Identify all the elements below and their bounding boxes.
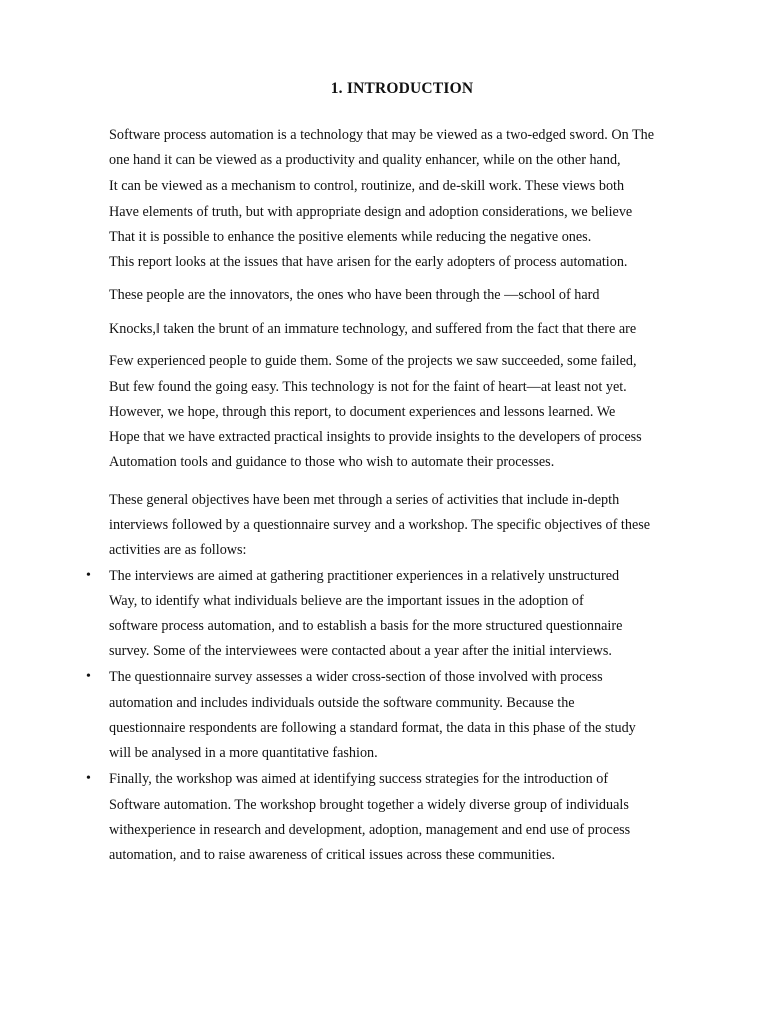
- text-line: interviews followed by a questionnaire survey and a workshop. The specific objectives of these: [109, 517, 651, 533]
- text-line: Hope that we have extracted practical insights to provide insights to the developers of process: [109, 429, 642, 445]
- text-line: Few experienced people to guide them. Some of the projects we saw succeeded, some failed,: [109, 353, 637, 369]
- text-line: That it is possible to enhance the positive elements while reducing the negative ones.: [109, 229, 592, 245]
- text-line: These general objectives have been met through a series of activities that include in-depth: [109, 492, 620, 508]
- text-line: Have elements of truth, but with appropriate design and adoption considerations, we believe: [109, 204, 633, 220]
- bullet-marker: •: [86, 568, 91, 583]
- text-line: one hand it can be viewed as a productivity and quality enhancer, while on the other hand,: [109, 152, 621, 168]
- text-line: software process automation, and to establish a basis for the more structured questionnaire: [109, 618, 623, 634]
- text-line: questionnaire respondents are following a standard format, the data in this phase of the study: [109, 720, 636, 736]
- text-line: automation, and to raise awareness of critical issues across these communities.: [109, 847, 555, 863]
- text-line: automation and includes individuals outside the software community. Because the: [109, 695, 575, 711]
- page-title: 1. INTRODUCTION: [330, 80, 474, 97]
- text-line: This report looks at the issues that have arisen for the early adopters of process automation.: [109, 254, 628, 270]
- text-line: But few found the going easy. This technology is not for the faint of heart—at least not yet.: [109, 379, 627, 395]
- text-line: Finally, the workshop was aimed at identifying success strategies for the introduction of: [109, 771, 609, 787]
- text-line: These people are the innovators, the ones who have been through the ―school of hard: [109, 287, 600, 303]
- text-line: Knocks,‖ taken the brunt of an immature technology, and suffered from the fact that there are: [109, 321, 637, 337]
- bullet-marker: •: [86, 669, 91, 684]
- text-line: Way, to identify what individuals believe are the important issues in the adoption of: [109, 593, 584, 609]
- text-line: withexperience in research and development, adoption, management and end use of process: [109, 822, 631, 838]
- text-line: Software automation. The workshop brought together a widely diverse group of individuals: [109, 797, 629, 813]
- text-line: The interviews are aimed at gathering practitioner experiences in a relatively unstructured: [109, 568, 620, 584]
- text-line: will be analysed in a more quantitative fashion.: [109, 745, 378, 761]
- text-line: The questionnaire survey assesses a wider cross-section of those involved with process: [109, 669, 603, 685]
- text-line: However, we hope, through this report, to document experiences and lessons learned. We: [109, 404, 616, 420]
- text-line: Software process automation is a technology that may be viewed as a two-edged sword. On The: [109, 127, 655, 143]
- text-line: Automation tools and guidance to those who wish to automate their processes.: [109, 454, 555, 470]
- text-line: activities are as follows:: [109, 542, 247, 558]
- text-line: survey. Some of the interviewees were contacted about a year after the initial interviews.: [109, 643, 612, 659]
- text-line: It can be viewed as a mechanism to control, routinize, and de-skill work. These views both: [109, 178, 625, 194]
- bullet-marker: •: [86, 771, 91, 786]
